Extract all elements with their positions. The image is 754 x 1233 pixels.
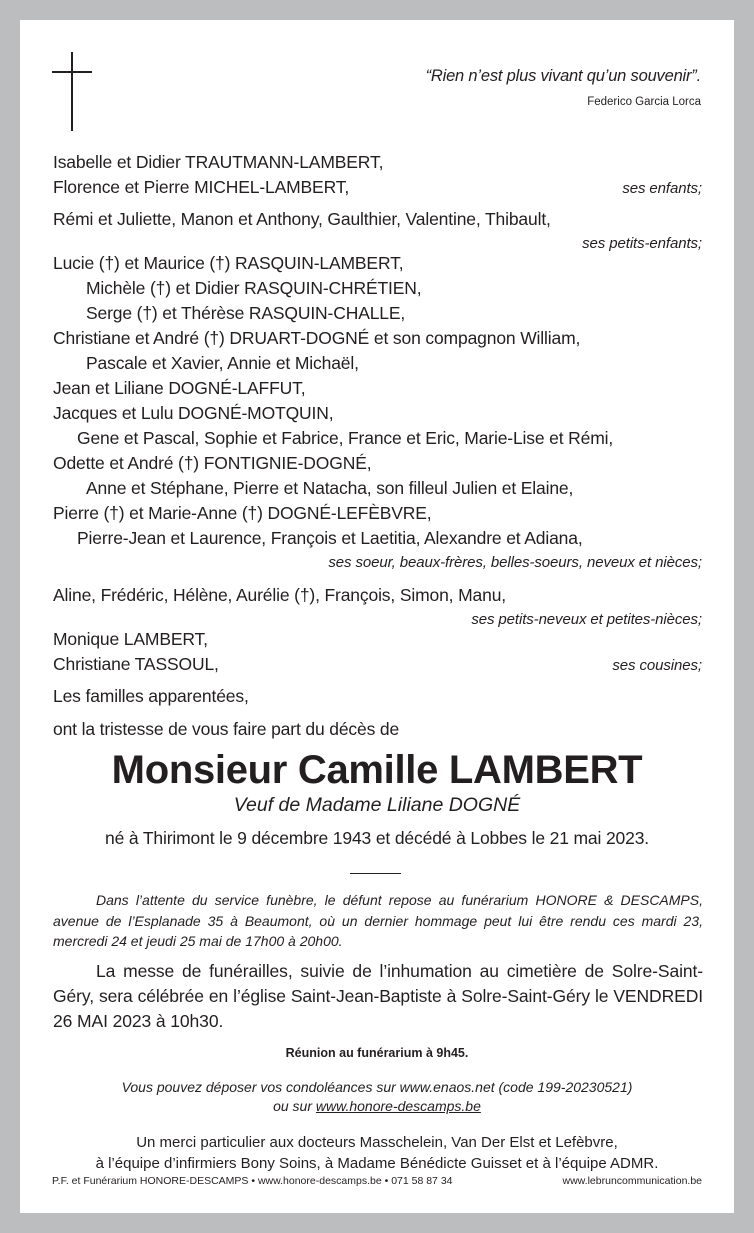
condolences-line-2: [20, 1097, 734, 1116]
widow-of: Veuf de Madame Liliane DOGNÉ: [233, 794, 521, 816]
cross-vertical-bar: [71, 52, 73, 131]
condolences-line: Vous pouvez déposer vos condoléances sur www.enaos.net (code 199-20230521): [121, 1079, 633, 1095]
family-line: Florence et Pierre MICHEL-LAMBERT,: [53, 177, 350, 197]
relation-siblings: ses soeur, beaux-frères, belles-soeurs, neveux et nièces;: [328, 554, 702, 571]
family-line: Rémi et Juliette, Manon et Anthony, Gaulthier, Valentine, Thibault,: [53, 209, 551, 229]
birth-death-dates: né à Thirimont le 9 décembre 1943 et décédé à Lobbes le 21 mai 2023.: [104, 828, 649, 848]
family-line: Lucie (†) et Maurice (†) RASQUIN-LAMBERT,: [53, 253, 404, 273]
funeral-home-link[interactable]: www.honore-descamps.be: [315, 1098, 481, 1114]
family-line: Christiane TASSOUL,: [53, 654, 219, 674]
family-line: Jacques et Lulu DOGNÉ-MOTQUIN,: [53, 403, 334, 423]
viewing-paragraph: Dans l’attente du service funèbre, le défunt repose au funérarium HONORE & DESCAMPS, avenue de l’Esplanade 35 à Beaumont, où un dernier hommage peut lui être rendu ces mardi 23, mercredi 24 et jeudi 25 mai de 17h00 à 20h00.: [53, 892, 703, 949]
family-line: Michèle (†) et Didier RASQUIN-CHRÉTIEN,: [86, 278, 422, 298]
mass-paragraph: La messe de funérailles, suivie de l’inhumation au cimetière de Solre-Saint-Géry, sera célébrée en l’église Saint-Jean-Baptiste à Solre-Saint-Géry le VENDREDI 26 MAI 2023 à 10h30.: [53, 961, 703, 1031]
relation-children: ses enfants;: [622, 180, 702, 197]
epigraph-author: Federico Garcia Lorca: [587, 96, 701, 108]
footer-printer: www.lebruncommunication.be: [562, 1175, 702, 1187]
family-line: Isabelle et Didier TRAUTMANN-LAMBERT,: [53, 152, 384, 172]
family-line: Aline, Frédéric, Hélène, Aurélie (†), François, Simon, Manu,: [53, 585, 506, 605]
condolences-prefix: ou sur: [273, 1098, 316, 1114]
family-line: Gene et Pascal, Sophie et Fabrice, France et Eric, Marie-Lise et Rémi,: [77, 428, 614, 448]
cross-horizontal-bar: [52, 71, 92, 73]
thanks-block: [20, 1132, 734, 1174]
meeting-note: Réunion au funérarium à 9h45.: [285, 1046, 469, 1060]
relation-grandchildren: ses petits-enfants;: [582, 235, 702, 252]
condolences-block: [20, 1078, 734, 1116]
footer-funeral-home: P.F. et Funérarium HONORE-DESCAMPS • www.honore-descamps.be • 071 58 87 34: [52, 1175, 453, 1187]
thanks-line: Un merci particulier aux docteurs Masschelein, Van Der Elst et Lefèbvre,: [136, 1134, 618, 1151]
family-line: Anne et Stéphane, Pierre et Natacha, son filleul Julien et Elaine,: [86, 478, 574, 498]
family-line: Pierre-Jean et Laurence, François et Laetitia, Alexandre et Adiana,: [77, 528, 583, 548]
separator-rule: [350, 873, 401, 874]
family-line: Serge (†) et Thérèse RASQUIN-CHALLE,: [86, 303, 406, 323]
family-line: Jean et Liliane DOGNÉ-LAFFUT,: [53, 378, 306, 398]
family-line: Les familles apparentées,: [53, 686, 249, 706]
family-line: Pierre (†) et Marie-Anne (†) DOGNÉ-LEFÈBVRE,: [53, 503, 432, 523]
family-line: Odette et André (†) FONTIGNIE-DOGNÉ,: [53, 453, 372, 473]
epigraph-quote: “Rien n’est plus vivant qu’un souvenir”.: [425, 67, 701, 85]
relation-cousins: ses cousines;: [612, 657, 702, 674]
thanks-line: à l’équipe d’infirmiers Bony Soins, à Madame Bénédicte Guisset et à l’équipe ADMR.: [95, 1155, 659, 1172]
family-line: Monique LAMBERT,: [53, 629, 208, 649]
family-line: Christiane et André (†) DRUART-DOGNÉ et son compagnon William,: [53, 328, 581, 348]
announcement-line: ont la tristesse de vous faire part du décès de: [53, 719, 400, 739]
obituary-page: [20, 20, 734, 1213]
relation-grandnephews: ses petits-neveux et petites-nièces;: [471, 611, 702, 628]
family-line: Pascale et Xavier, Annie et Michaël,: [86, 353, 359, 373]
deceased-name: Monsieur Camille LAMBERT: [111, 748, 643, 792]
